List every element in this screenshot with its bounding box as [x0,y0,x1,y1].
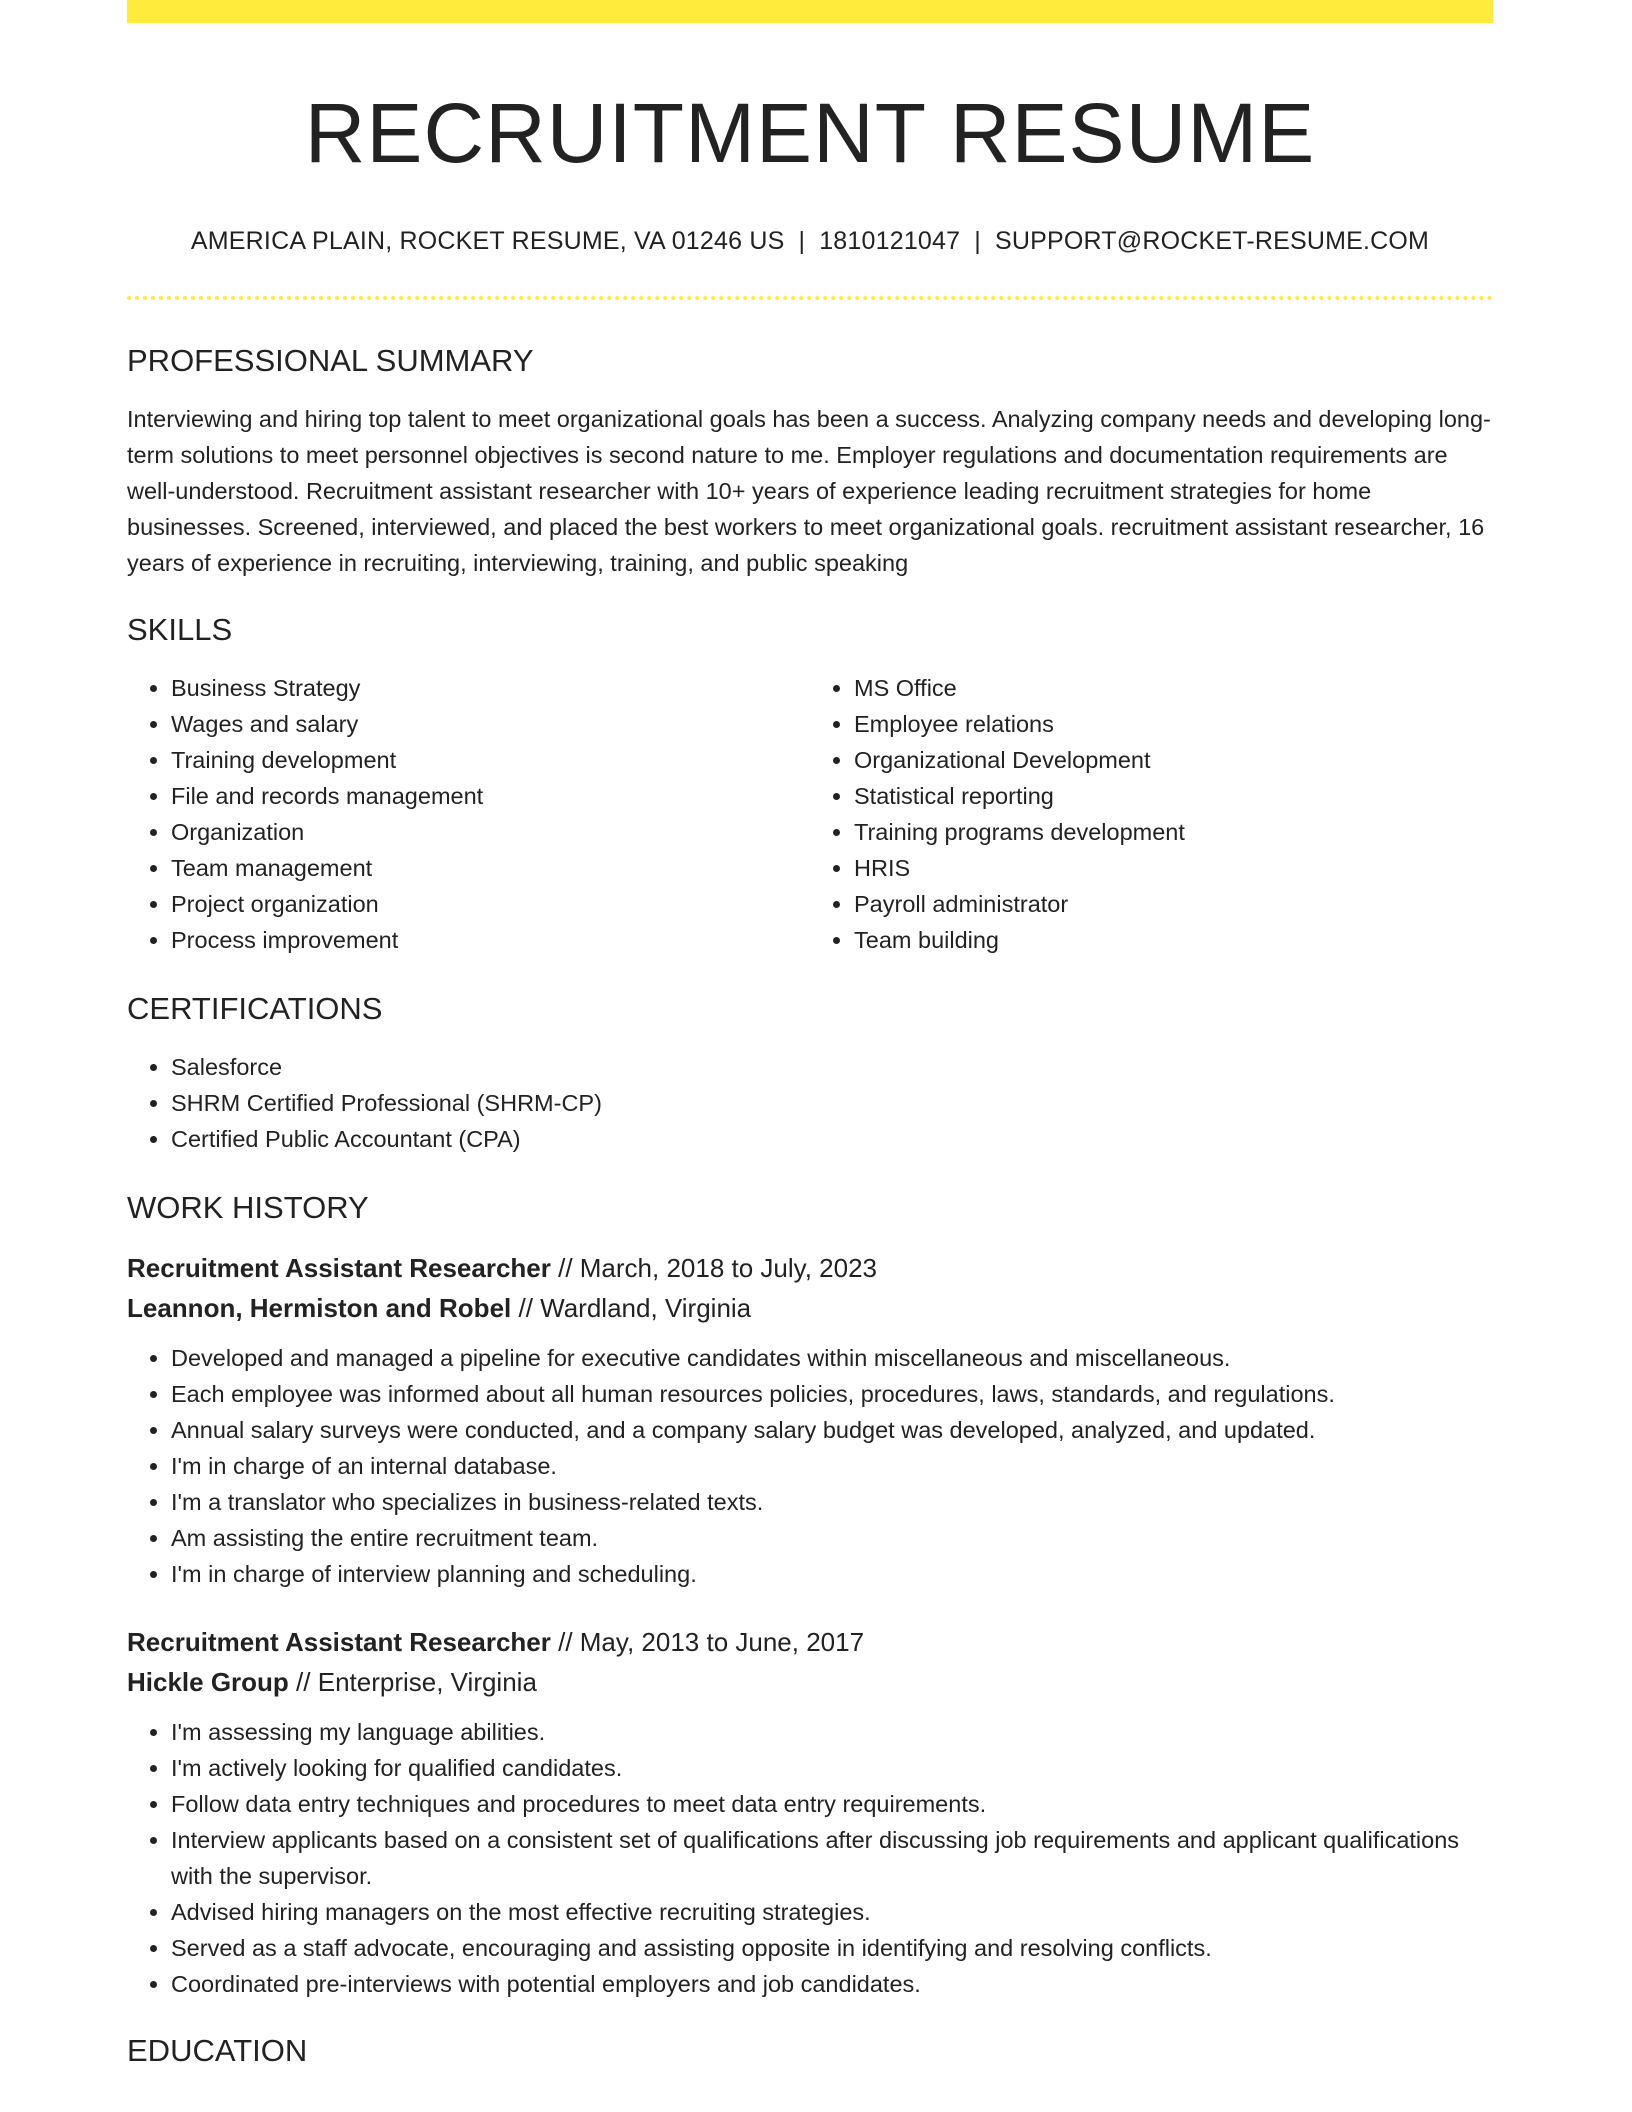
job-bullet: • Interview applicants based on a consistent set of qualifications after discussing job requirements and applicant qualifications with the supervisor. [171,1822,1493,1894]
skill-item: • HRIS [854,850,1493,886]
job-bullet: • Annual salary surveys were conducted, and a company salary budget was developed, analyzed, and updated. [171,1412,1493,1448]
job-company-line [127,1288,1493,1328]
education-heading: EDUCATION [127,2033,308,2069]
job-bullet: • I'm a translator who specializes in business-related texts. [171,1484,1493,1520]
skill-item: • Training development [171,742,810,778]
job-bullets [127,1340,1493,1592]
job-bullet: • Developed and managed a pipeline for executive candidates within miscellaneous and miscellaneous. [171,1340,1493,1376]
job-company: Leannon, Hermiston and Robel [127,1293,512,1324]
job-role: Recruitment Assistant Researcher [127,1253,551,1284]
skill-item: • File and records management [171,778,810,814]
skills-list-right [810,670,1493,958]
skill-item: • Process improvement [171,922,810,958]
skills-list-left [127,670,810,958]
skill-item: • Business Strategy [171,670,810,706]
skill-item: • Organization [171,814,810,850]
certification-item: • Certified Public Accountant (CPA) [171,1121,1493,1157]
skills-columns [127,670,1493,958]
job-role: Recruitment Assistant Researcher [127,1627,551,1658]
job-bullets [127,1714,1493,2002]
job-bullet: • I'm in charge of an internal database. [171,1448,1493,1484]
certifications-list [127,1049,1493,1157]
skill-item: • Wages and salary [171,706,810,742]
contact-separator: | [974,226,981,255]
resume-page [127,0,1493,2070]
skills-heading: SKILLS [127,611,233,647]
certification-item: • Salesforce [171,1049,1493,1085]
job-bullet: • I'm in charge of interview planning and scheduling. [171,1556,1493,1592]
job-dates: // March, 2018 to July, 2023 [550,1253,878,1284]
summary-heading: PROFESSIONAL SUMMARY [127,342,534,378]
job-bullet: • Each employee was informed about all human resources policies, procedures, laws, standards, and regulations. [171,1376,1493,1412]
job-company-line [127,1662,1493,1702]
skill-item: • Team management [171,850,810,886]
job-bullet: • Follow data entry techniques and procedures to meet data entry requirements. [171,1786,1493,1822]
summary-text: Interviewing and hiring top talent to meet organizational goals has been a success. Analyzing company needs and developing long-term solutions to meet personnel objectives is second nature to me. Employer regulations and documentation requirements are well-understood. Recruitment assistant researcher with 10+ years of experience leading recruitment strategies for home businesses. Screened, interviewed, and placed the best workers to meet organizational goals. recruitment assistant researcher, 16 years of experience in recruiting, interviewing, training, and public speaking [127,405,1491,576]
job-location: // Enterprise, Virginia [288,1667,537,1698]
contact-line [127,226,1493,256]
contact-email: SUPPORT@ROCKET-RESUME.COM [994,226,1430,255]
job-bullet: • Served as a staff advocate, encouraging and assisting opposite in identifying and resolving conflicts. [171,1930,1493,1966]
job-location: // Wardland, Virginia [511,1293,752,1324]
skill-item: • Team building [854,922,1493,958]
skill-item: • Training programs development [854,814,1493,850]
resume-name: RECRUITMENT RESUME [304,86,1316,180]
job-bullet: • I'm actively looking for qualified candidates. [171,1750,1493,1786]
skill-item: • Employee relations [854,706,1493,742]
job-dates: // May, 2013 to June, 2017 [550,1627,865,1658]
job-bullet: • Advised hiring managers on the most effective recruiting strategies. [171,1894,1493,1930]
contact-phone: 1810121047 [819,226,961,255]
skill-item: • MS Office [854,670,1493,706]
job-bullet: • Am assisting the entire recruitment team. [171,1520,1493,1556]
contact-address: AMERICA PLAIN, ROCKET RESUME, VA 01246 US [190,226,785,255]
certification-item: • SHRM Certified Professional (SHRM-CP) [171,1085,1493,1121]
job-title-line [127,1248,1493,1288]
contact-separator: | [798,226,806,255]
skill-item: • Statistical reporting [854,778,1493,814]
job-bullet: • Coordinated pre-interviews with potential employers and job candidates. [171,1966,1493,2002]
dotted-divider [127,296,1493,300]
work-history-heading: WORK HISTORY [127,1190,369,1226]
skill-item: • Payroll administrator [854,886,1493,922]
certifications-heading: CERTIFICATIONS [127,990,383,1026]
job-title-line [127,1622,1493,1662]
job-company: Hickle Group [127,1667,289,1698]
skill-item: • Project organization [171,886,810,922]
accent-top-bar [127,0,1493,23]
job-bullet: • I'm assessing my language abilities. [171,1714,1493,1750]
skill-item: • Organizational Development [854,742,1493,778]
